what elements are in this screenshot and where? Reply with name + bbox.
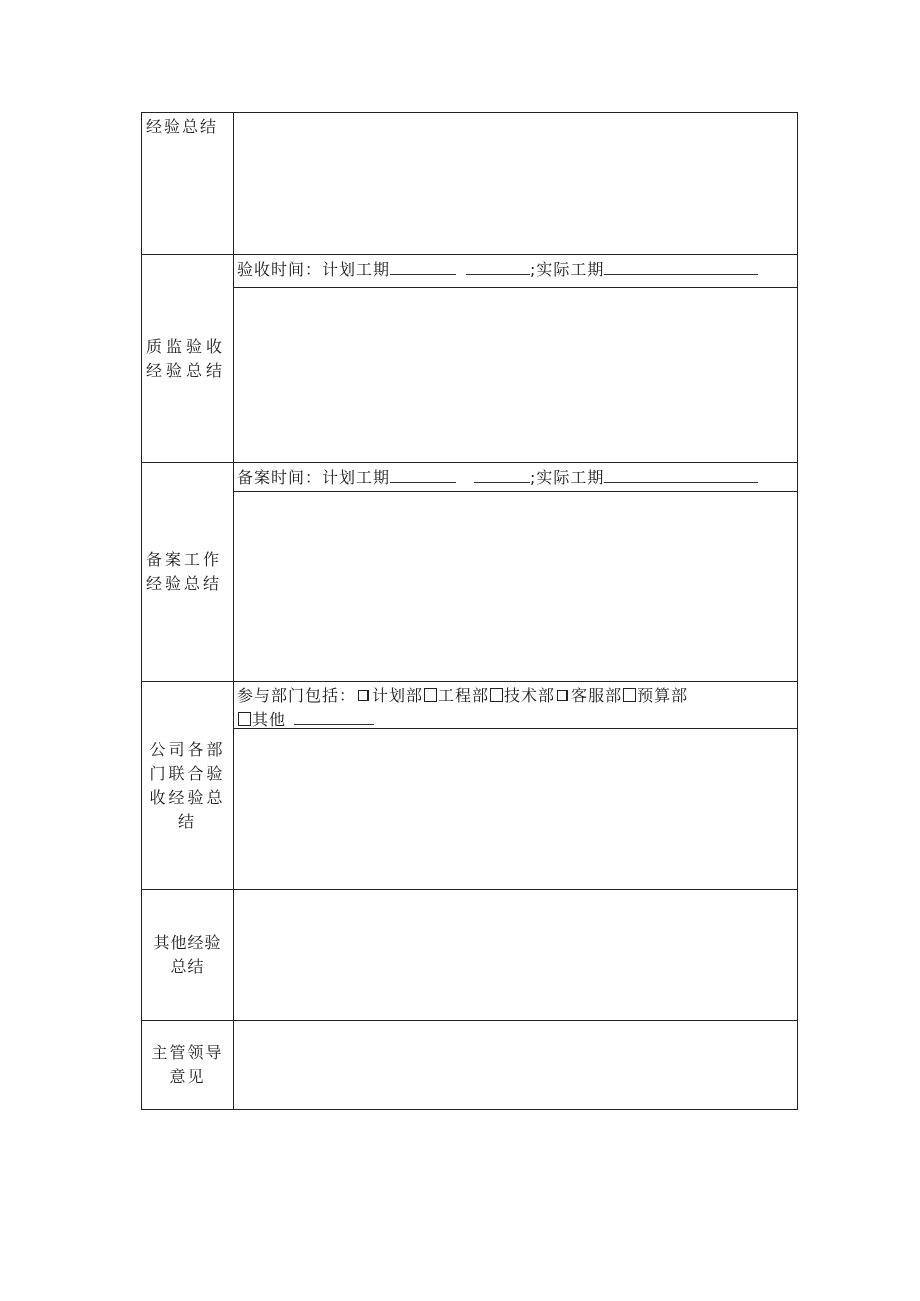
acceptance-time-line [234,255,797,288]
plan-end-blank[interactable] [474,466,530,483]
label-quality-acceptance: 质监验收经验总结 [146,336,227,380]
row-label [142,255,234,462]
checkbox-customer-service[interactable] [557,690,568,701]
checkbox-other[interactable] [238,712,251,726]
checkbox-planning[interactable] [358,690,369,701]
other-dept-blank[interactable] [294,708,374,725]
row-experience-summary [142,113,798,255]
row-other-summary [142,890,798,1021]
filing-time-line [234,463,797,492]
quality-acceptance-summary-field[interactable] [234,288,797,462]
leader-opinion-field[interactable] [234,1021,798,1109]
row-leader-opinion [142,1021,798,1110]
plan-start-blank[interactable] [390,258,456,275]
filing-time-prefix: 备案时间：计划工期 [237,468,391,487]
plan-end-blank[interactable] [466,258,530,275]
checkbox-technical[interactable] [490,688,503,702]
participants-prefix: 参与部门包括： [237,686,357,705]
label-leader-opinion: 主管领导意见 [151,1043,224,1086]
joint-acceptance-cell [234,682,798,889]
row-joint-acceptance [142,682,798,890]
joint-acceptance-summary-field[interactable] [234,729,797,889]
label-other-summary: 其他经验总结 [153,933,222,976]
actual-duration-label: 实际工期 [536,468,605,487]
checkbox-budget[interactable] [623,688,636,702]
dept-other: 其他 [252,710,287,729]
plan-start-blank[interactable] [390,466,456,483]
actual-duration-blank[interactable] [604,258,758,275]
filing-work-cell [234,463,798,681]
other-summary-field[interactable] [234,890,798,1020]
filing-work-summary-field[interactable] [234,492,797,681]
dept-budget: 预算部 [637,686,689,705]
label-experience-summary: 经验总结 [146,117,219,136]
participants-line [234,682,797,729]
row-label [142,682,234,889]
label-joint-acceptance: 公司各部门联合验收经验总结 [149,739,226,831]
row-label [142,890,234,1020]
label-filing-work: 备案工作经验总结 [146,550,223,593]
dept-technical: 技术部 [504,686,556,705]
dept-engineering: 工程部 [438,686,490,705]
checkbox-engineering[interactable] [424,688,437,702]
row-quality-acceptance [142,255,798,463]
experience-summary-field[interactable] [234,113,798,254]
row-label [142,1021,234,1109]
separator: ; [530,468,537,487]
separator: ; [530,260,537,279]
quality-acceptance-cell [234,255,798,462]
row-label [142,113,234,254]
experience-summary-form [141,112,798,1110]
dept-customer-service: 客服部 [571,686,623,705]
acceptance-time-prefix: 验收时间：计划工期 [237,260,391,279]
actual-duration-blank[interactable] [604,466,758,483]
participants-line-1 [237,684,793,708]
actual-duration-label: 实际工期 [536,260,605,279]
dept-planning: 计划部 [372,686,424,705]
row-filing-work [142,463,798,682]
row-label [142,463,234,681]
